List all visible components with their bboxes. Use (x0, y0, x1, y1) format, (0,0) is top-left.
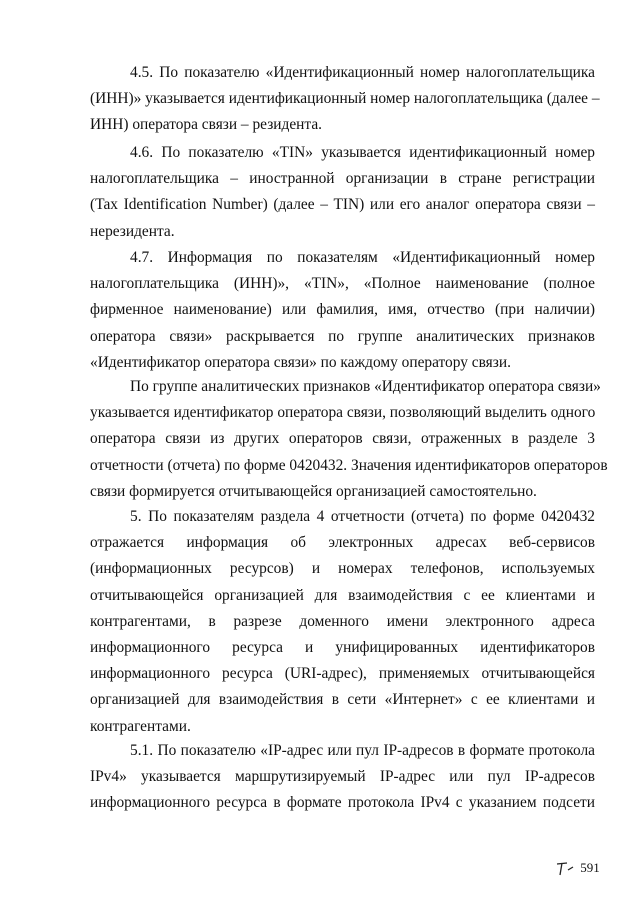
text-line: налогоплательщика (ИНН)», «TIN», «Полное наименование (полное (90, 275, 595, 293)
page-number (555, 860, 600, 877)
text-line: связи формируется отчитывающейся организацией самостоятельно. (90, 482, 537, 500)
text-line: указывается идентификатор оператора связи, позволяющий выделить одного (90, 404, 596, 422)
text-line: 4.6. По показателю «TIN» указывается идентификационный номер (130, 144, 595, 161)
text-line: контрагентами. (90, 717, 191, 735)
paragraph-analytic-group (90, 374, 608, 505)
text-line: информационного ресурса (URI-адрес), применяемых отчитывающейся (90, 665, 595, 683)
text-line: IPv4» указывается маршрутизируемый IP-адрес или пул IP-адресов (90, 768, 595, 786)
text-line: нерезидента. (90, 222, 175, 240)
text-line: организацией для взаимодействия в сети «Интернет» с ее клиентами и (90, 691, 595, 709)
handwritten-mark-icon (555, 861, 577, 877)
page-number-text: 591 (580, 860, 600, 875)
text-line: фирменное наименование) или фамилия, имя, отчество (при наличии) (90, 301, 595, 319)
text-line: оператора связи» раскрывается по группе аналитических признаков (90, 327, 595, 345)
text-line: отчитывающейся организацией для взаимодействия с ее клиентами и (90, 586, 595, 604)
text-line: налогоплательщика – иностранной организации в стране регистрации (90, 170, 595, 188)
text-line: (информационных ресурсов) и номерах телефонов, используемых (90, 560, 595, 578)
text-line: ИНН) оператора связи – резидента. (90, 116, 323, 134)
text-line: (ИНН)» указывается идентификационный номер налогоплательщика (далее – (90, 90, 600, 108)
text-line: «Идентификатор оператора связи» по каждому оператору связи. (90, 353, 511, 371)
paragraph-4-6 (90, 140, 595, 245)
text-line: информационного ресурса в формате протокола IPv4 с указанием подсети (90, 794, 595, 812)
text-line: отражается информация об электронных адресах веб-сервисов (90, 534, 595, 552)
paragraph-5-1 (90, 738, 595, 817)
text-line: 5. По показателям раздела 4 отчетности (отчета) по форме 0420432 (130, 508, 595, 525)
paragraph-4-7 (90, 245, 595, 376)
text-line: (Tax Identification Number) (далее – TIN) или его аналог оператора связи – (90, 196, 595, 214)
text-line: информационного ресурса и унифицированных идентификаторов (90, 639, 595, 657)
text-line: оператора связи из других операторов связи, отраженных в разделе 3 (90, 430, 595, 448)
paragraph-5 (90, 504, 595, 740)
text-line: контрагентами, в разрезе доменного имени электронного адреса (90, 612, 595, 630)
text-line: 4.5. По показателю «Идентификационный номер налогоплательщика (130, 64, 595, 81)
text-line: отчетности (отчета) по форме 0420432. Значения идентификаторов операторов (90, 456, 608, 474)
paragraph-4-5 (90, 60, 600, 139)
text-line: По группе аналитических признаков «Идентификатор оператора связи» (130, 378, 601, 395)
text-line: 5.1. По показателю «IP-адрес или пул IP-адресов в формате протокола (130, 742, 595, 759)
text-line: 4.7. Информация по показателям «Идентификационный номер (130, 249, 595, 266)
